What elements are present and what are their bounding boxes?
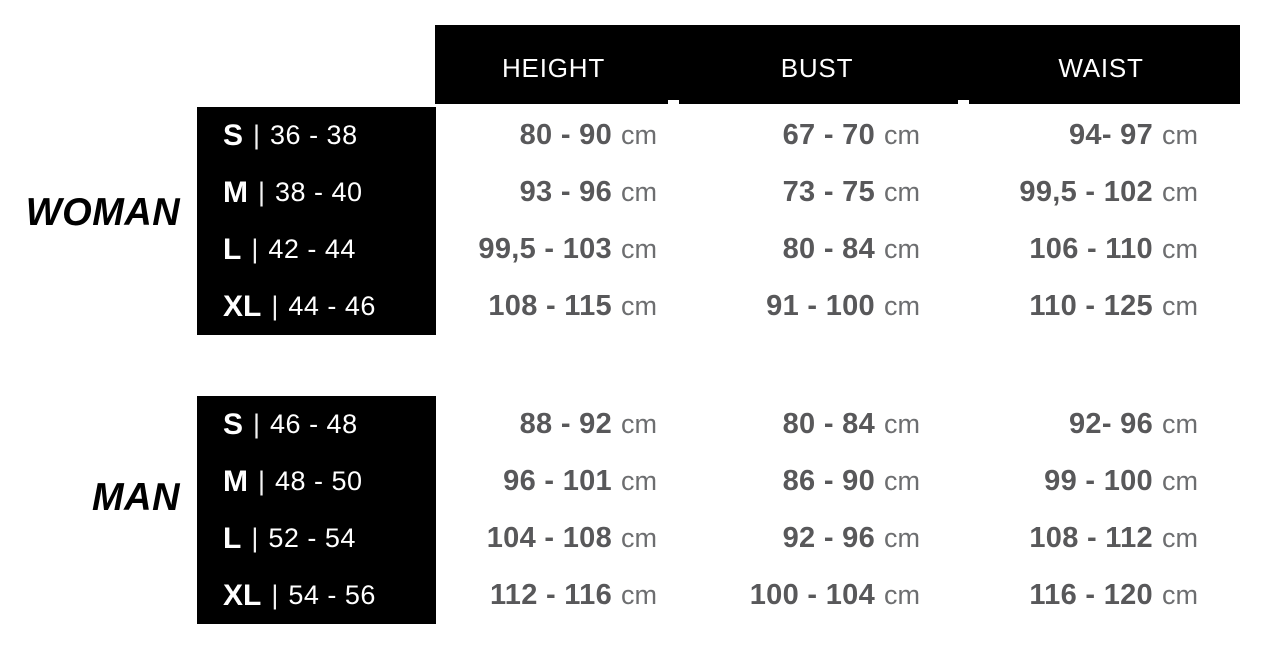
waist-value: 108 - 112 cm	[1029, 522, 1198, 554]
unit-label: cm	[884, 234, 920, 264]
waist-value: 92- 96 cm	[1068, 408, 1198, 440]
header-column-divider	[668, 100, 679, 104]
size-letter: L	[223, 232, 242, 266]
unit-label: cm	[621, 234, 657, 264]
unit-label: cm	[621, 580, 657, 610]
unit-label: cm	[621, 291, 657, 321]
size-row	[197, 396, 436, 453]
woman-size-box	[197, 107, 436, 335]
size-separator: |	[258, 466, 266, 496]
size-letter: M	[223, 175, 248, 209]
size-range: 44 - 46	[288, 291, 376, 321]
size-row	[197, 453, 436, 510]
man-size-box	[197, 396, 436, 624]
size-row	[197, 107, 436, 164]
table-row	[435, 510, 1240, 567]
table-row	[435, 453, 1240, 510]
size-letter: XL	[223, 578, 262, 612]
unit-label: cm	[621, 466, 657, 496]
size-separator: |	[258, 177, 266, 207]
table-row	[435, 221, 1240, 278]
column-header-bust: BUST	[780, 53, 854, 83]
size-separator: |	[271, 291, 279, 321]
waist-value: 99 - 100 cm	[1044, 465, 1198, 497]
woman-measurements	[435, 107, 1240, 335]
size-separator: |	[253, 409, 261, 439]
bust-value: 80 - 84 cm	[782, 408, 920, 440]
height-value: 108 - 115 cm	[488, 290, 657, 322]
man-measurements	[435, 396, 1240, 624]
bust-value: 91 - 100 cm	[766, 290, 920, 322]
table-header	[435, 25, 1240, 104]
height-value: 88 - 92 cm	[519, 408, 657, 440]
waist-value: 99,5 - 102 cm	[1019, 176, 1198, 208]
bust-value: 92 - 96 cm	[782, 522, 920, 554]
section-label-woman: WOMAN	[25, 191, 181, 235]
bust-value: 80 - 84 cm	[782, 233, 920, 265]
bust-value: 73 - 75 cm	[782, 176, 920, 208]
table-row	[435, 396, 1240, 453]
section-label-man: MAN	[91, 476, 181, 520]
unit-label: cm	[884, 580, 920, 610]
waist-value: 106 - 110 cm	[1029, 233, 1198, 265]
size-row	[197, 510, 436, 567]
height-value: 99,5 - 103 cm	[478, 233, 657, 265]
unit-label: cm	[621, 177, 657, 207]
size-range: 38 - 40	[275, 177, 363, 207]
column-header-height: HEIGHT	[501, 53, 606, 83]
bust-value: 100 - 104 cm	[749, 579, 920, 611]
size-row	[197, 278, 436, 335]
size-row	[197, 221, 436, 278]
unit-label: cm	[884, 466, 920, 496]
size-range: 36 - 38	[270, 120, 358, 150]
height-value: 80 - 90 cm	[519, 119, 657, 151]
unit-label: cm	[1162, 120, 1198, 150]
bust-value: 67 - 70 cm	[782, 119, 920, 151]
height-value: 104 - 108 cm	[486, 522, 657, 554]
height-value: 93 - 96 cm	[519, 176, 657, 208]
unit-label: cm	[884, 523, 920, 553]
size-range: 52 - 54	[268, 523, 356, 553]
waist-value: 116 - 120 cm	[1029, 579, 1198, 611]
size-range: 54 - 56	[288, 580, 376, 610]
unit-label: cm	[621, 120, 657, 150]
unit-label: cm	[884, 120, 920, 150]
table-row	[435, 164, 1240, 221]
size-separator: |	[271, 580, 279, 610]
bust-value: 86 - 90 cm	[782, 465, 920, 497]
size-letter: S	[223, 118, 244, 152]
unit-label: cm	[1162, 580, 1198, 610]
size-separator: |	[253, 120, 261, 150]
size-separator: |	[251, 234, 259, 264]
height-value: 96 - 101 cm	[503, 465, 657, 497]
size-letter: M	[223, 464, 248, 498]
table-row	[435, 107, 1240, 164]
size-letter: XL	[223, 289, 262, 323]
size-range: 48 - 50	[275, 466, 363, 496]
size-row	[197, 164, 436, 221]
table-row	[435, 278, 1240, 335]
unit-label: cm	[621, 409, 657, 439]
unit-label: cm	[884, 291, 920, 321]
size-letter: L	[223, 521, 242, 555]
unit-label: cm	[1162, 523, 1198, 553]
size-row	[197, 567, 436, 624]
unit-label: cm	[884, 177, 920, 207]
size-letter: S	[223, 407, 244, 441]
unit-label: cm	[1162, 234, 1198, 264]
unit-label: cm	[1162, 177, 1198, 207]
waist-value: 110 - 125 cm	[1029, 290, 1198, 322]
unit-label: cm	[621, 523, 657, 553]
unit-label: cm	[1162, 409, 1198, 439]
size-range: 42 - 44	[268, 234, 356, 264]
height-value: 112 - 116 cm	[489, 579, 657, 611]
waist-value: 94- 97 cm	[1068, 119, 1198, 151]
header-column-divider	[958, 100, 969, 104]
unit-label: cm	[1162, 291, 1198, 321]
size-separator: |	[251, 523, 259, 553]
size-range: 46 - 48	[270, 409, 358, 439]
table-row	[435, 567, 1240, 624]
unit-label: cm	[1162, 466, 1198, 496]
unit-label: cm	[884, 409, 920, 439]
column-header-waist: WAIST	[1058, 53, 1144, 83]
